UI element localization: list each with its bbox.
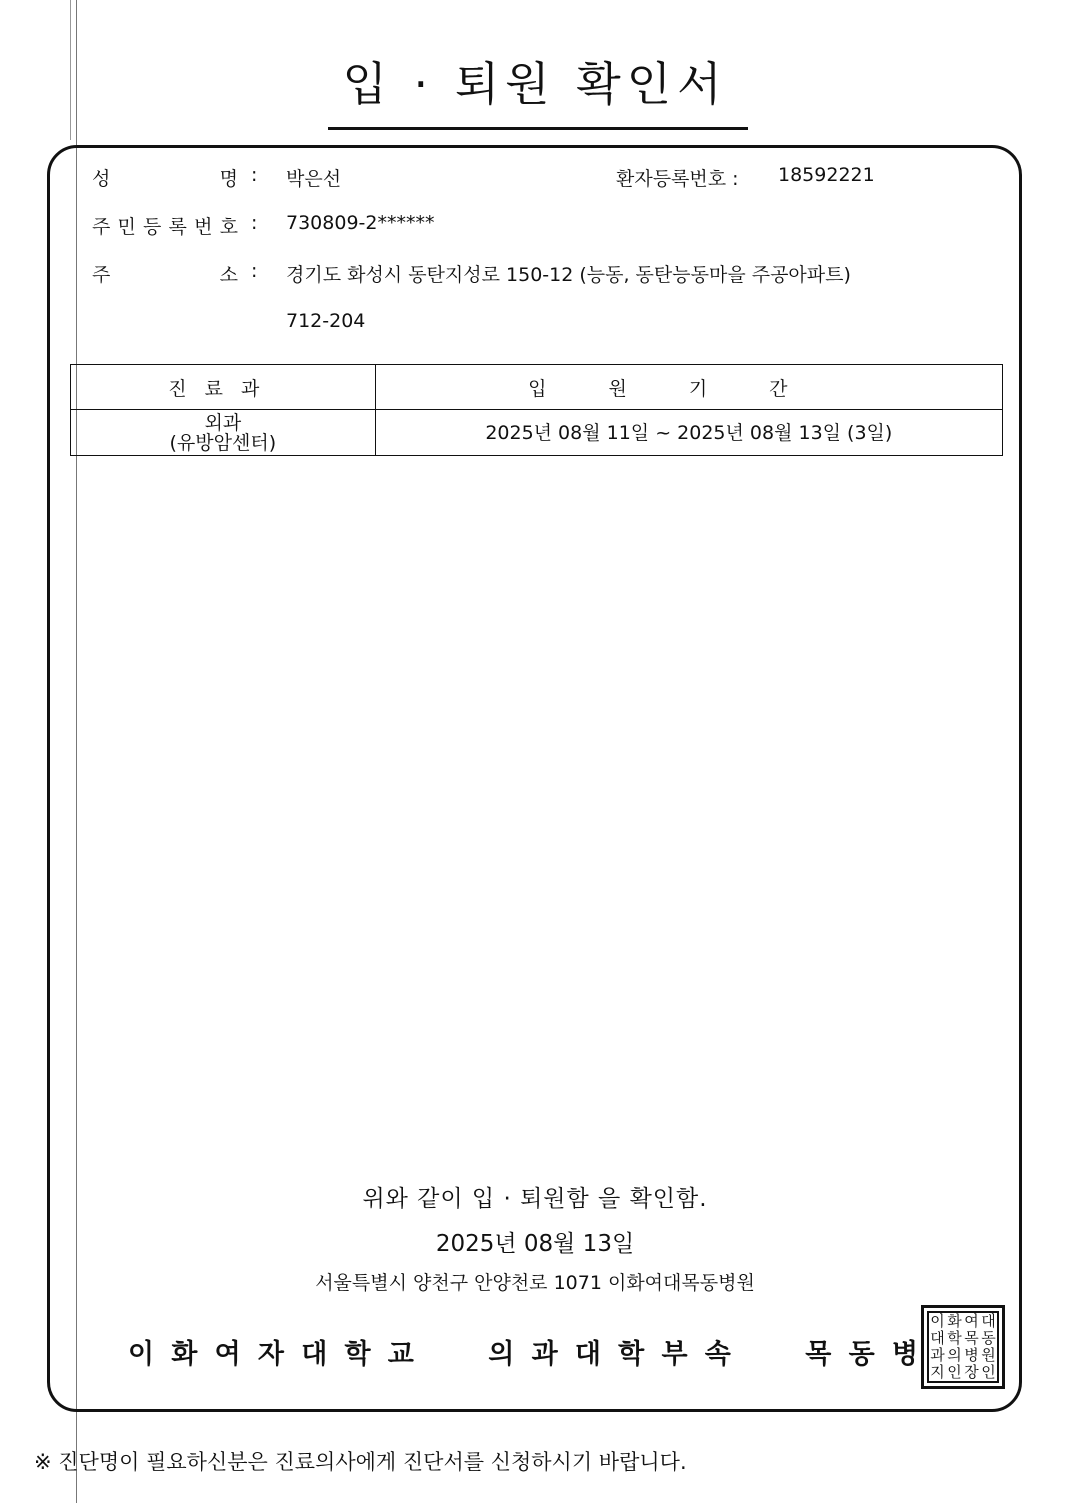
hospital-address: 서울특별시 양천구 안양천로 1071 이화여대목동병원	[315, 1272, 755, 1294]
seal-char: 여	[964, 1312, 979, 1330]
hospital-char: 이	[128, 1339, 155, 1370]
rrn-label	[92, 212, 238, 239]
seal-char: 의	[947, 1346, 962, 1364]
hospital-gap	[748, 1332, 788, 1371]
patient-name: 박은선	[286, 168, 342, 190]
table-header-row	[71, 365, 1003, 410]
hospital-char: 목	[805, 1339, 832, 1370]
seal-char: 인	[981, 1363, 996, 1381]
rrn-label-char: 등	[143, 216, 162, 238]
seal-char: 목	[964, 1329, 979, 1347]
seal-char: 동	[981, 1329, 996, 1347]
hospital-char: 여	[214, 1339, 241, 1370]
address-label	[92, 260, 238, 287]
seal-char: 장	[964, 1363, 979, 1381]
addr-label-char: 주	[92, 264, 111, 286]
seal-char: 원	[981, 1346, 996, 1364]
hospital-char: 병	[891, 1339, 918, 1370]
hospital-char: 동	[848, 1339, 875, 1370]
reg-no-value: 18592221	[778, 164, 875, 186]
official-seal-stamp	[921, 1305, 1005, 1389]
period-cell: 2025년 08월 11일 ~ 2025년 08월 13일 (3일)	[375, 410, 1002, 456]
seal-char: 화	[947, 1312, 962, 1330]
rrn-label-char: 민	[117, 216, 136, 238]
rrn-label-char: 번	[194, 216, 213, 238]
header-department: 진료과	[71, 365, 376, 410]
hospital-name	[128, 1332, 918, 1371]
hospital-char: 화	[171, 1339, 198, 1370]
hospital-char: 대	[301, 1339, 328, 1370]
admission-table	[70, 364, 1003, 456]
hospital-char: 교	[387, 1339, 414, 1370]
name-colon: :	[251, 164, 258, 186]
hospital-char: 대	[574, 1339, 601, 1370]
title-underline	[328, 127, 748, 130]
seal-char: 과	[930, 1346, 945, 1364]
seal-grid	[927, 1311, 999, 1383]
department-subname: (유방암센터)	[169, 431, 277, 454]
name-label-char: 명	[219, 168, 238, 190]
hospital-char: 자	[257, 1339, 284, 1370]
rrn-value: 730809-2******	[286, 212, 435, 234]
table-row	[71, 410, 1003, 456]
rrn-label-char: 주	[92, 216, 111, 238]
issue-date: 2025년 08월 13일	[435, 1231, 635, 1257]
address-line-1: 경기도 화성시 동탄지성로 150-12 (능동, 동탄능동마을 주공아파트)	[286, 264, 851, 286]
seal-char: 인	[947, 1363, 962, 1381]
rrn-label-char: 호	[219, 216, 238, 238]
hospital-char: 학	[618, 1339, 645, 1370]
department-name: 외과	[204, 411, 242, 434]
seal-char: 학	[947, 1329, 962, 1347]
addr-label-char: 소	[219, 264, 238, 286]
document-title: 입 · 퇴원 확인서	[342, 57, 728, 111]
seal-char: 이	[930, 1312, 945, 1330]
hospital-gap	[431, 1332, 471, 1371]
name-label	[92, 164, 238, 191]
hospital-char: 부	[661, 1339, 688, 1370]
address-line-2: 712-204	[286, 310, 366, 332]
rrn-colon: :	[251, 212, 258, 234]
name-label-char: 성	[92, 168, 111, 190]
seal-char: 대	[981, 1312, 996, 1330]
department-cell	[71, 410, 376, 456]
seal-char: 대	[930, 1329, 945, 1347]
hospital-char: 학	[344, 1339, 371, 1370]
hospital-char: 속	[704, 1339, 731, 1370]
header-period: 입원기간	[375, 365, 1002, 410]
document-frame	[47, 145, 1022, 1412]
hospital-char: 의	[488, 1339, 515, 1370]
rrn-label-char: 록	[168, 216, 187, 238]
seal-char: 지	[930, 1363, 945, 1381]
reg-no-label: 환자등록번호 :	[616, 168, 739, 190]
hospital-char: 과	[531, 1339, 558, 1370]
address-colon: :	[251, 260, 258, 282]
seal-char: 병	[964, 1346, 979, 1364]
footnote: ※ 진단명이 필요하신분은 진료의사에게 진단서를 신청하시기 바랍니다.	[34, 1450, 687, 1474]
confirmation-text: 위와 같이 입 · 퇴원함 을 확인함.	[362, 1186, 708, 1212]
